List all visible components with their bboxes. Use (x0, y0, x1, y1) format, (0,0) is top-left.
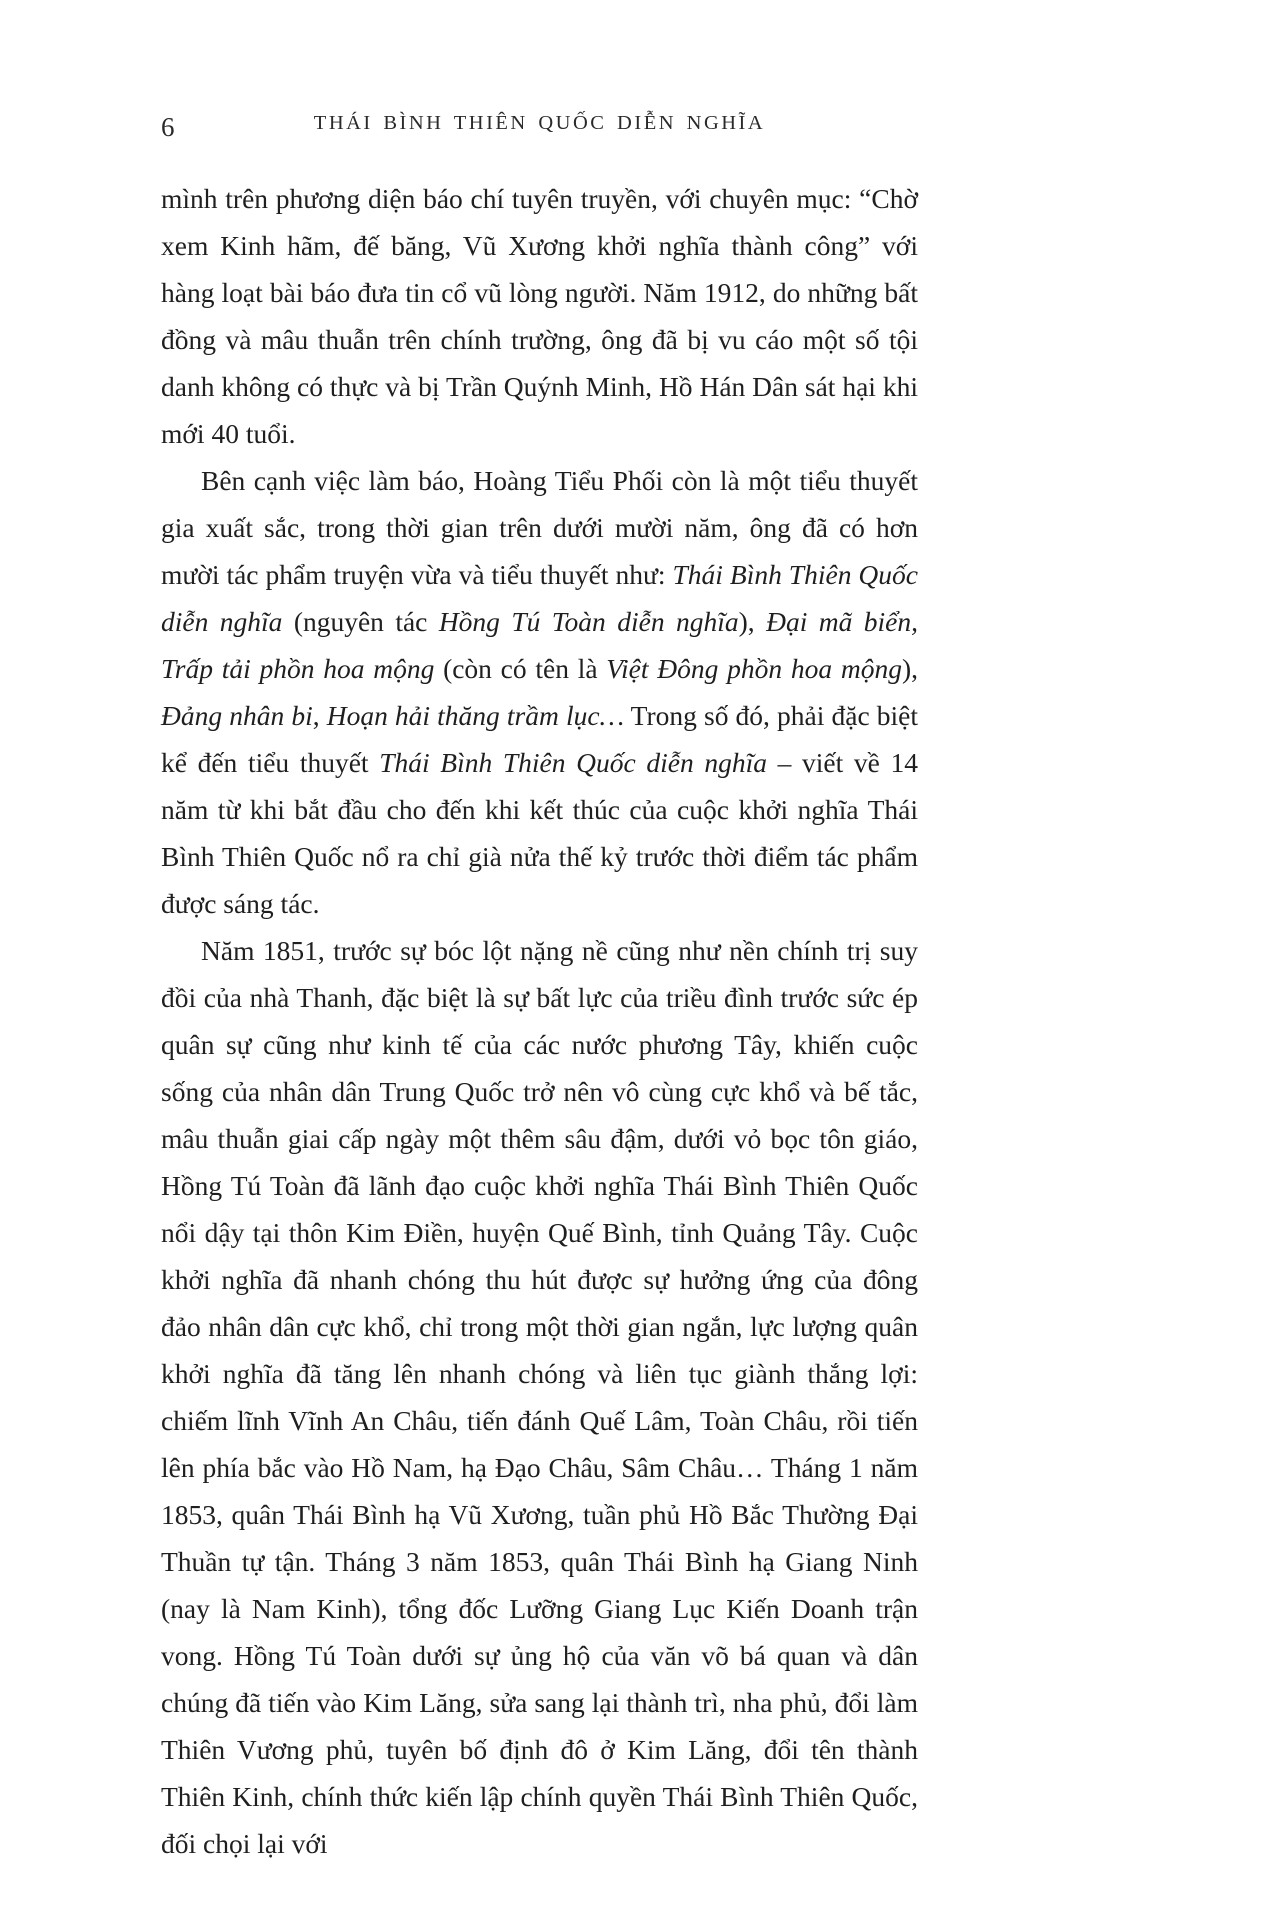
text-segment: (nguyên tác (282, 606, 439, 637)
text-segment: Bên cạnh việc làm báo, Hoàng Tiểu Phối còn là một tiểu thuyết gia xuất sắc, trong thời gian trên dưới mười năm, ông đã có hơn mười tác phẩm truyện vừa và tiểu thuyết như: (161, 465, 918, 590)
running-head (161, 112, 918, 146)
text-segment: Năm 1851, trước sự bóc lột nặng nề cũng như nền chính trị suy đồi của nhà Thanh, đặc biệt là sự bất lực của triều đình trước sức ép quân sự cũng như kinh tế của các nước phương Tây, khiến cuộc sống của nhân dân Trung Quốc trở nên vô cùng cực khổ và bế tắc, mâu thuẫn giai cấp ngày một thêm sâu đậm, dưới vỏ bọc tôn giáo, Hồng Tú Toàn đã lãnh đạo cuộc khởi nghĩa Thái Bình Thiên Quốc nổi dậy tại thôn Kim Điền, huyện Quế Bình, tỉnh Quảng Tây. Cuộc khởi nghĩa đã nhanh chóng thu hút được sự hưởng ứng của đông đảo nhân dân cực khổ, chỉ trong một thời gian ngắn, lực lượng quân khởi nghĩa đã tăng lên nhanh chóng và liên tục giành thắng lợi: chiếm lĩnh Vĩnh An Châu, tiến đánh Quế Lâm, Toàn Châu, rồi tiến lên phía bắc vào Hồ Nam, hạ Đạo Châu, Sâm Châu… Tháng 1 năm 1853, quân Thái Bình hạ Vũ Xương, tuần phủ Hồ Bắc Thường Đại Thuần tự tận. Tháng 3 năm 1853, quân Thái Bình hạ Giang Ninh (nay là Nam Kinh), tổng đốc Lưỡng Giang Lục Kiến Doanh trận vong. Hồng Tú Toàn dưới sự ủng hộ của văn võ bá quan và dân chúng đã tiến vào Kim Lăng, sửa sang lại thành trì, nha phủ, đổi làm Thiên Vương phủ, tuyên bố định đô ở Kim Lăng, đổi tên thành Thiên Kinh, chính thức kiến lập chính quyền Thái Bình Thiên Quốc, đối chọi lại với (161, 935, 918, 1859)
italic-text-segment: Thái Bình Thiên Quốc diễn nghĩa (379, 747, 767, 778)
text-segment: ), (901, 653, 918, 684)
text-segment: – viết về 14 năm từ khi bắt đầu cho đến khi kết thúc của cuộc khởi nghĩa Thái Bình Thiên Quốc nổ ra chỉ già nửa thế kỷ trước thời điểm tác phẩm được sáng tác. (161, 747, 918, 919)
italic-text-segment: Thái Bình Thiên Quốc diễn nghĩa (161, 559, 918, 637)
italic-text-segment: Trấp tải phồn hoa mộng (161, 653, 435, 684)
paragraph (161, 927, 918, 1867)
paragraph (161, 457, 918, 927)
running-title: THÁI BÌNH THIÊN QUỐC DIỄN NGHĨA (313, 112, 766, 134)
text-segment: mình trên phương diện báo chí tuyên truyền, với chuyên mục: “Chờ xem Kinh hãm, đế băng, Vũ Xương khởi nghĩa thành công” với hàng loạt bài báo đưa tin cổ vũ lòng người. Năm 1912, do những bất đồng và mâu thuẫn trên chính trường, ông đã bị vu cáo một số tội danh không có thực và bị Trần Quýnh Minh, Hồ Hán Dân sát hại khi mới 40 tuổi. (161, 183, 918, 449)
text-segment: Trong số đó, phải đặc biệt kể đến tiểu thuyết (161, 700, 918, 778)
italic-text-segment: Đại mã biển, (766, 606, 918, 637)
italic-text-segment: Việt Đông phồn hoa mộng (606, 653, 902, 684)
text-segment: (còn có tên là (434, 653, 607, 684)
book-page (161, 0, 918, 1867)
text-segment: ), (738, 606, 767, 637)
page-number: 6 (161, 112, 175, 142)
paragraph (161, 175, 918, 457)
text-segment: , (312, 700, 327, 731)
italic-text-segment: Hồng Tú Toàn diễn nghĩa (438, 606, 739, 637)
text-body (161, 175, 918, 1867)
italic-text-segment: Hoạn hải thăng trầm lục… (326, 700, 625, 731)
italic-text-segment: Đảng nhân bi (161, 700, 313, 731)
